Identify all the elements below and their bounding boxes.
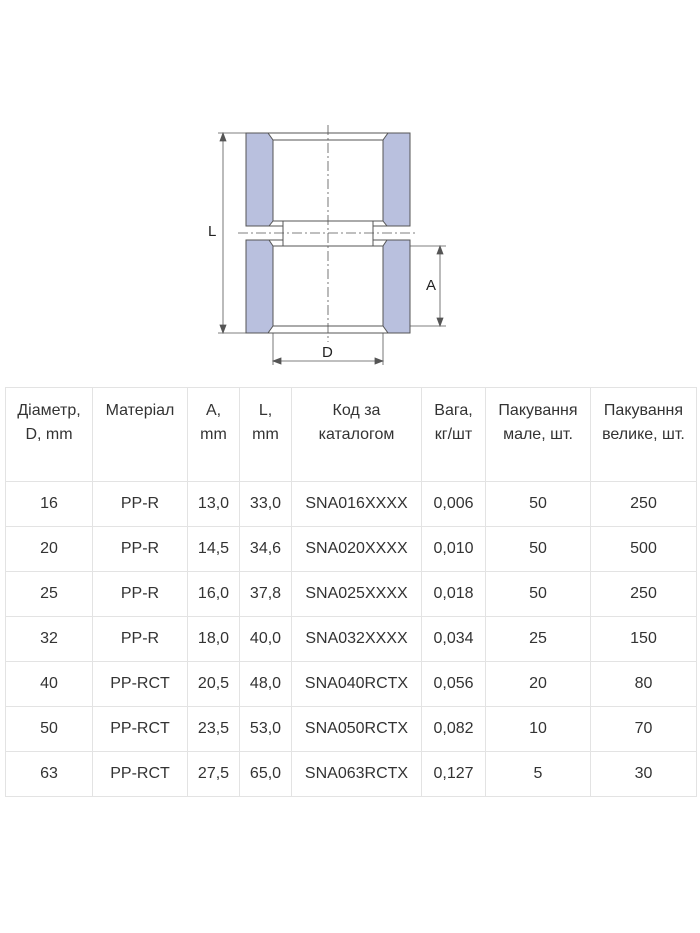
table-header-row bbox=[6, 388, 697, 482]
cell-catalog-code: SNA032XXXX bbox=[292, 617, 422, 662]
header-material: Матеріал bbox=[93, 388, 188, 482]
cell-l: 40,0 bbox=[240, 617, 292, 662]
cell-a: 13,0 bbox=[188, 482, 240, 527]
cell-diameter: 25 bbox=[6, 572, 93, 617]
cell-weight: 0,006 bbox=[422, 482, 486, 527]
cell-a: 27,5 bbox=[188, 752, 240, 797]
cell-weight: 0,127 bbox=[422, 752, 486, 797]
cell-catalog-code: SNA016XXXX bbox=[292, 482, 422, 527]
cell-diameter: 20 bbox=[6, 527, 93, 572]
cell-pack-large: 250 bbox=[591, 572, 697, 617]
cell-pack-small: 20 bbox=[486, 662, 591, 707]
cell-pack-large: 500 bbox=[591, 527, 697, 572]
coupling-drawing bbox=[0, 0, 700, 380]
header-pack-small: Пакування мале, шт. bbox=[486, 388, 591, 482]
cell-l: 65,0 bbox=[240, 752, 292, 797]
cell-weight: 0,056 bbox=[422, 662, 486, 707]
cell-l: 34,6 bbox=[240, 527, 292, 572]
cell-l: 33,0 bbox=[240, 482, 292, 527]
cell-l: 37,8 bbox=[240, 572, 292, 617]
cell-catalog-code: SNA020XXXX bbox=[292, 527, 422, 572]
cell-pack-small: 50 bbox=[486, 527, 591, 572]
table-row bbox=[6, 617, 697, 662]
cell-catalog-code: SNA063RCTX bbox=[292, 752, 422, 797]
cell-l: 48,0 bbox=[240, 662, 292, 707]
cell-weight: 0,010 bbox=[422, 527, 486, 572]
cell-pack-large: 30 bbox=[591, 752, 697, 797]
table-row bbox=[6, 752, 697, 797]
cell-pack-small: 50 bbox=[486, 482, 591, 527]
header-pack-large: Пакування велике, шт. bbox=[591, 388, 697, 482]
cell-catalog-code: SNA025XXXX bbox=[292, 572, 422, 617]
cell-weight: 0,034 bbox=[422, 617, 486, 662]
table-row bbox=[6, 482, 697, 527]
table-row bbox=[6, 572, 697, 617]
dimension-label-A: A bbox=[426, 277, 437, 294]
cell-material: PP-R bbox=[93, 617, 188, 662]
header-l: L, mm bbox=[240, 388, 292, 482]
cell-weight: 0,082 bbox=[422, 707, 486, 752]
cell-material: PP-RCT bbox=[93, 662, 188, 707]
dimension-label-D: D bbox=[322, 344, 333, 361]
header-weight: Вага, кг/шт bbox=[422, 388, 486, 482]
specs-table bbox=[5, 387, 697, 797]
cell-material: PP-R bbox=[93, 527, 188, 572]
cell-material: PP-RCT bbox=[93, 752, 188, 797]
cell-pack-large: 80 bbox=[591, 662, 697, 707]
cell-pack-large: 70 bbox=[591, 707, 697, 752]
cell-pack-large: 150 bbox=[591, 617, 697, 662]
cell-a: 23,5 bbox=[188, 707, 240, 752]
cell-material: PP-RCT bbox=[93, 707, 188, 752]
table-row bbox=[6, 662, 697, 707]
header-a: А, mm bbox=[188, 388, 240, 482]
cell-catalog-code: SNA050RCTX bbox=[292, 707, 422, 752]
cell-pack-small: 25 bbox=[486, 617, 591, 662]
cell-diameter: 63 bbox=[6, 752, 93, 797]
cell-diameter: 40 bbox=[6, 662, 93, 707]
table-row bbox=[6, 707, 697, 752]
header-catalog-code: Код за каталогом bbox=[292, 388, 422, 482]
specs-table-container bbox=[5, 387, 696, 797]
header-diameter: Діаметр, D, mm bbox=[6, 388, 93, 482]
cell-pack-small: 5 bbox=[486, 752, 591, 797]
cell-a: 16,0 bbox=[188, 572, 240, 617]
cell-catalog-code: SNA040RCTX bbox=[292, 662, 422, 707]
dimension-label-L: L bbox=[208, 223, 217, 240]
cell-diameter: 32 bbox=[6, 617, 93, 662]
cell-material: PP-R bbox=[93, 572, 188, 617]
cell-diameter: 50 bbox=[6, 707, 93, 752]
cell-pack-large: 250 bbox=[591, 482, 697, 527]
cell-weight: 0,018 bbox=[422, 572, 486, 617]
cell-pack-small: 50 bbox=[486, 572, 591, 617]
table-row bbox=[6, 527, 697, 572]
cell-l: 53,0 bbox=[240, 707, 292, 752]
cell-a: 20,5 bbox=[188, 662, 240, 707]
cell-material: PP-R bbox=[93, 482, 188, 527]
cell-pack-small: 10 bbox=[486, 707, 591, 752]
cell-a: 14,5 bbox=[188, 527, 240, 572]
cell-diameter: 16 bbox=[6, 482, 93, 527]
cell-a: 18,0 bbox=[188, 617, 240, 662]
